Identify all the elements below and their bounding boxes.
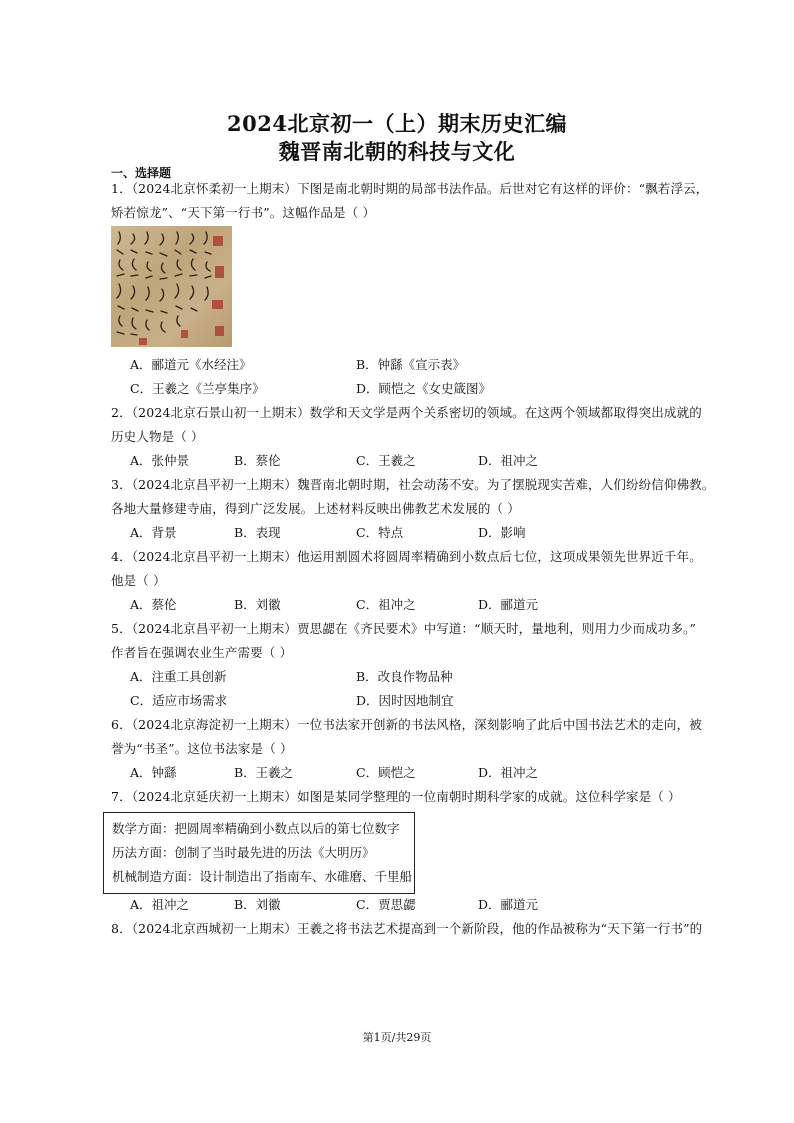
q7-option-b: B．刘徽 bbox=[234, 897, 281, 912]
question-1-line-1: 1．（2024北京怀柔初一上期末）下图是南北朝时期的局部书法作品。后世对它有这样的评价：“飘若浮云， bbox=[111, 181, 709, 196]
q2-option-b: B．蔡伦 bbox=[234, 453, 281, 468]
q1-option-b: B．钟繇《宣示表》 bbox=[356, 357, 466, 372]
achievement-box bbox=[103, 812, 415, 894]
q6-option-d: D．祖冲之 bbox=[478, 765, 539, 780]
q2-option-c: C．王羲之 bbox=[356, 453, 416, 468]
page-footer: 第1页/共29页 bbox=[362, 1031, 432, 1044]
q3-option-d: D．影响 bbox=[478, 525, 526, 540]
q1-option-d: D．顾恺之《女史箴图》 bbox=[356, 381, 492, 396]
q7-option-d: D．郦道元 bbox=[478, 897, 539, 912]
q7-option-c: C．贾思勰 bbox=[356, 897, 416, 912]
q4-option-c: C．祖冲之 bbox=[356, 597, 416, 612]
question-1-line-2: 矫若惊龙”、“天下第一行书”。这幅作品是（ ） bbox=[111, 205, 376, 220]
page-title: 2024北京初一（上）期末历史汇编 bbox=[227, 111, 567, 136]
question-4-line-1: 4．（2024北京昌平初一上期末）他运用割圆术将圆周率精确到小数点后七位，这项成果领先世界近千年。 bbox=[111, 549, 702, 564]
section-heading: 一、选择题 bbox=[111, 166, 172, 180]
q2-option-d: D．祖冲之 bbox=[478, 453, 539, 468]
box-line-machinery: 机械制造方面：设计制造出了指南车、水碓磨、千里船 bbox=[112, 869, 413, 884]
q5-option-b: B．改良作物品种 bbox=[356, 669, 453, 684]
question-6-line-1: 6．（2024北京海淀初一上期末）一位书法家开创新的书法风格，深刻影响了此后中国书法艺术的走向，被 bbox=[111, 717, 702, 732]
q7-option-a: A．祖冲之 bbox=[130, 897, 190, 912]
q6-option-c: C．顾恺之 bbox=[356, 765, 416, 780]
q3-option-a: A．背景 bbox=[130, 525, 177, 540]
q6-option-b: B．王羲之 bbox=[234, 765, 294, 780]
question-6-line-2: 誉为“书圣”。这位书法家是（ ） bbox=[111, 741, 293, 756]
q2-option-a: A．张仲景 bbox=[130, 453, 190, 468]
question-3-line-1: 3．（2024北京昌平初一上期末）魏晋南北朝时期，社会动荡不安。为了摆脱现实苦难，人们纷纷信仰佛教。 bbox=[111, 477, 715, 492]
q4-option-b: B．刘徽 bbox=[234, 597, 281, 612]
question-3-line-2: 各地大量修建寺庙，得到广泛发展。上述材料反映出佛教艺术发展的（ ） bbox=[111, 501, 520, 516]
question-5-line-1: 5．（2024北京昌平初一上期末）贾思勰在《齐民要术》中写道：“顺天时，量地利，则用力少而成功多。” bbox=[111, 621, 697, 636]
question-8-line-1: 8．（2024北京西城初一上期末）王羲之将书法艺术提高到一个新阶段，他的作品被称为“天下第一行书”的 bbox=[111, 921, 703, 936]
q4-option-a: A．蔡伦 bbox=[130, 597, 177, 612]
q4-option-d: D．郦道元 bbox=[478, 597, 539, 612]
question-5-line-2: 作者旨在强调农业生产需要（ ） bbox=[111, 645, 293, 660]
q3-option-c: C．特点 bbox=[356, 525, 404, 540]
page-subtitle: 魏晋南北朝的科技与文化 bbox=[278, 139, 516, 164]
q1-option-c: C．王羲之《兰亭集序》 bbox=[130, 381, 265, 396]
question-4-line-2: 他是（ ） bbox=[111, 573, 166, 588]
question-7-line-1: 7．（2024北京延庆初一上期末）如图是某同学整理的一位南朝时期科学家的成就。这位科学家是（ ） bbox=[111, 789, 681, 804]
box-line-calendar: 历法方面：创制了当时最先进的历法《大明历》 bbox=[112, 845, 375, 860]
q5-option-c: C．适应市场需求 bbox=[130, 693, 228, 708]
q3-option-b: B．表现 bbox=[234, 525, 281, 540]
box-line-math: 数学方面：把圆周率精确到小数点以后的第七位数字 bbox=[112, 821, 400, 836]
q1-option-a: A．郦道元《水经注》 bbox=[130, 357, 252, 372]
q5-option-d: D．因时因地制宜 bbox=[356, 693, 454, 708]
q5-option-a: A．注重工具创新 bbox=[130, 669, 227, 684]
question-2-line-2: 历史人物是（ ） bbox=[111, 429, 204, 444]
question-2-line-1: 2．（2024北京石景山初一上期末）数学和天文学是两个关系密切的领域。在这两个领域都取得突出成就的 bbox=[111, 405, 702, 420]
q6-option-a: A．钟繇 bbox=[130, 765, 177, 780]
calligraphy-image bbox=[111, 226, 232, 347]
